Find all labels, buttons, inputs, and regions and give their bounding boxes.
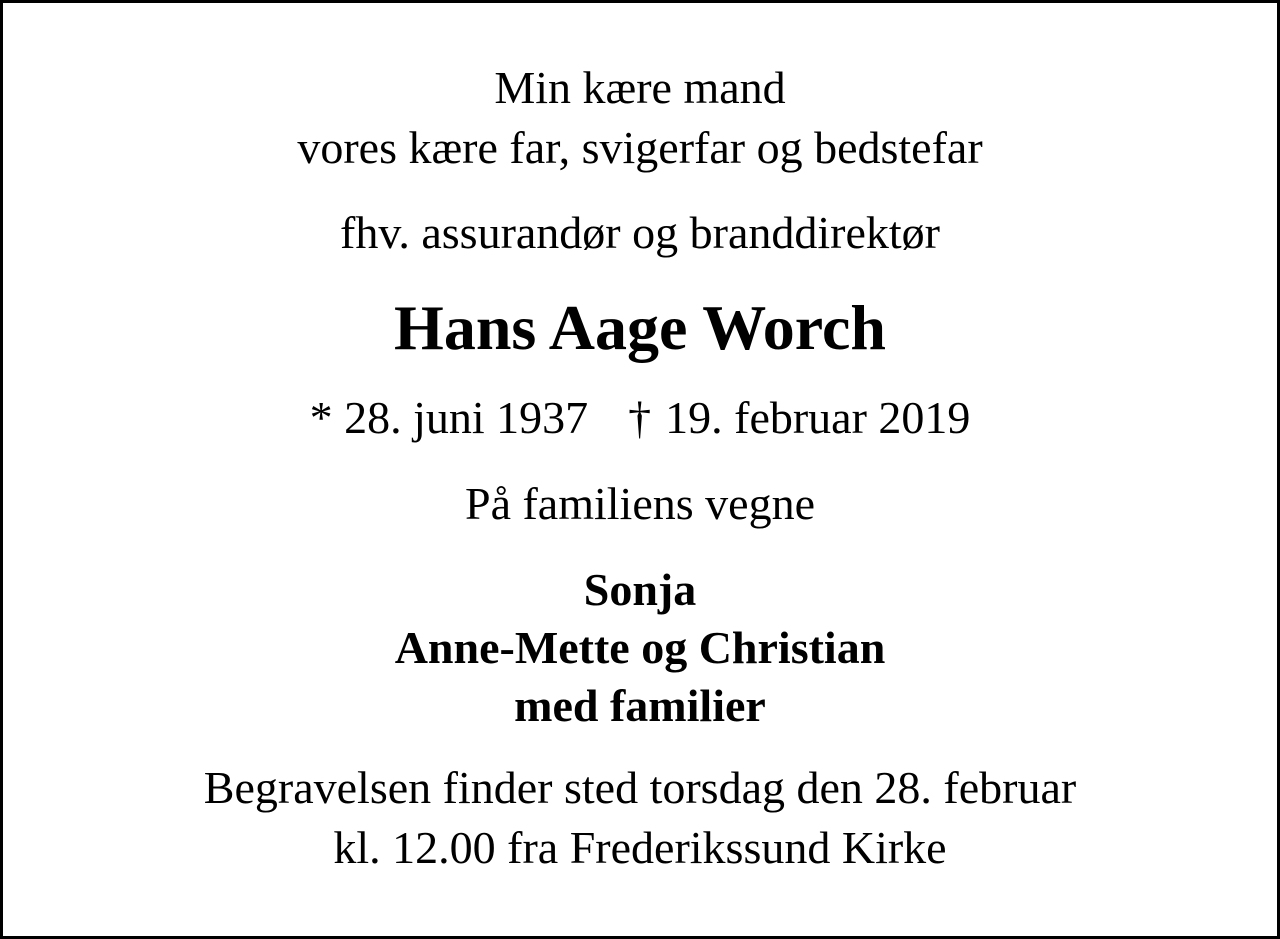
birth-date: 28. juni 1937 bbox=[344, 392, 589, 443]
on-behalf-line: På familiens vegne bbox=[464, 478, 815, 529]
occupation-title: fhv. assurandør og branddirektør bbox=[340, 207, 940, 258]
funeral-line-1: Begravelsen finder sted torsdag den 28. februar bbox=[203, 762, 1077, 813]
deceased-name: Hans Aage Worch bbox=[394, 292, 886, 363]
funeral-line-2: kl. 12.00 fra Frederikssund Kirke bbox=[333, 822, 947, 873]
life-dates bbox=[3, 392, 1277, 443]
intro-line-2: vores kære far, svigerfar og bedstefar bbox=[297, 122, 983, 173]
death-date: 19. februar 2019 bbox=[665, 392, 971, 443]
birth-symbol: * bbox=[309, 392, 333, 443]
intro-line-1: Min kære mand bbox=[494, 62, 786, 113]
family-line-3: med familier bbox=[514, 680, 766, 731]
family-line-2: Anne-Mette og Christian bbox=[394, 622, 886, 673]
death-symbol: † bbox=[628, 392, 652, 443]
family-line-1: Sonja bbox=[583, 564, 697, 615]
